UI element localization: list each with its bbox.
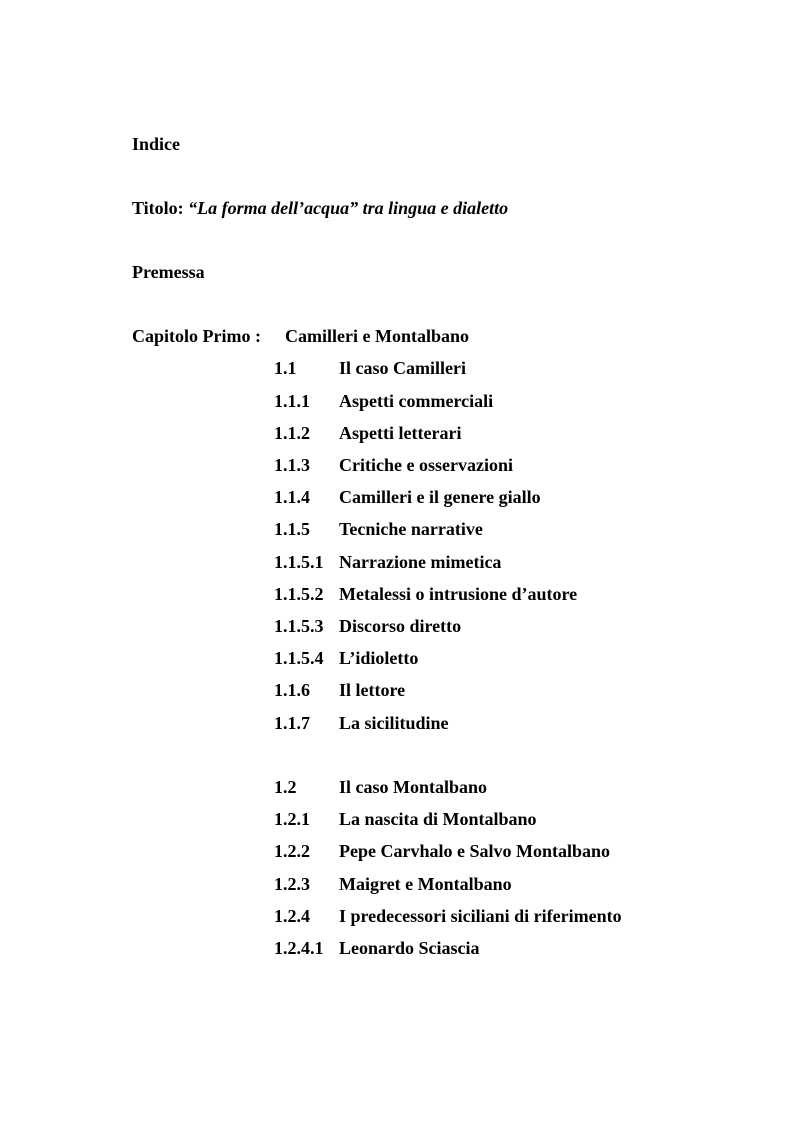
toc-entry-number: 1.1.5.2: [274, 584, 324, 604]
toc-entry-title: Narrazione mimetica: [339, 552, 502, 572]
toc-entry-number: 1.1.5.3: [274, 616, 324, 636]
chapter-label: Capitolo Primo :: [132, 326, 261, 346]
toc-entry-number: 1.2.4.1: [274, 938, 324, 958]
toc-entry-title: Il caso Camilleri: [339, 358, 466, 378]
title-line: [132, 198, 508, 218]
premessa-heading: Premessa: [132, 262, 205, 282]
toc-entry-title: Metalessi o intrusione d’autore: [339, 584, 578, 604]
title-label: Titolo:: [132, 198, 184, 218]
toc-entry-title: Camilleri e il genere giallo: [339, 487, 541, 507]
toc-entry-number: 1.2.3: [274, 874, 310, 894]
toc-entry-number: 1.1.5: [274, 519, 310, 539]
toc-entry-title: Pepe Carvhalo e Salvo Montalbano: [339, 841, 611, 861]
toc-entry-number: 1.2: [274, 777, 297, 797]
toc-entry-number: 1.1.5.4: [274, 648, 324, 668]
toc-entry-title: Aspetti letterari: [339, 423, 462, 443]
toc-entry-title: Il caso Montalbano: [339, 777, 488, 797]
toc-entry-title: Maigret e Montalbano: [339, 874, 512, 894]
toc-entry-title: Il lettore: [339, 680, 406, 700]
toc-entry-number: 1.1.7: [274, 713, 310, 733]
toc-entry-number: 1.2.4: [274, 906, 310, 926]
toc-entry-title: Tecniche narrative: [339, 519, 483, 539]
toc-entry-number: 1.2.1: [274, 809, 310, 829]
index-heading: Indice: [132, 134, 181, 154]
toc-entry-title: Aspetti commerciali: [339, 391, 494, 411]
toc-entry-number: 1.1.4: [274, 487, 310, 507]
toc-entry-number: 1.1.3: [274, 455, 310, 475]
toc-entry-title: Discorso diretto: [339, 616, 462, 636]
toc-entry-number: 1.2.2: [274, 841, 310, 861]
toc-entry-number: 1.1.1: [274, 391, 310, 411]
toc-entry-title: I predecessori siciliani di riferimento: [339, 906, 622, 926]
toc-entry-number: 1.1.2: [274, 423, 310, 443]
toc-entry-title: La nascita di Montalbano: [339, 809, 537, 829]
toc-entry-title: Critiche e osservazioni: [339, 455, 513, 475]
work-title: “La forma dell’acqua” tra lingua e dialetto: [188, 198, 509, 218]
toc-entry-number: 1.1.5.1: [274, 552, 324, 572]
toc-entry-title: La sicilitudine: [339, 713, 449, 733]
chapter-title: Camilleri e Montalbano: [285, 326, 469, 346]
toc-entry-number: 1.1: [274, 358, 297, 378]
toc-entry-title: L’idioletto: [339, 648, 419, 668]
toc-entry-title: Leonardo Sciascia: [339, 938, 480, 958]
toc-entry-number: 1.1.6: [274, 680, 310, 700]
